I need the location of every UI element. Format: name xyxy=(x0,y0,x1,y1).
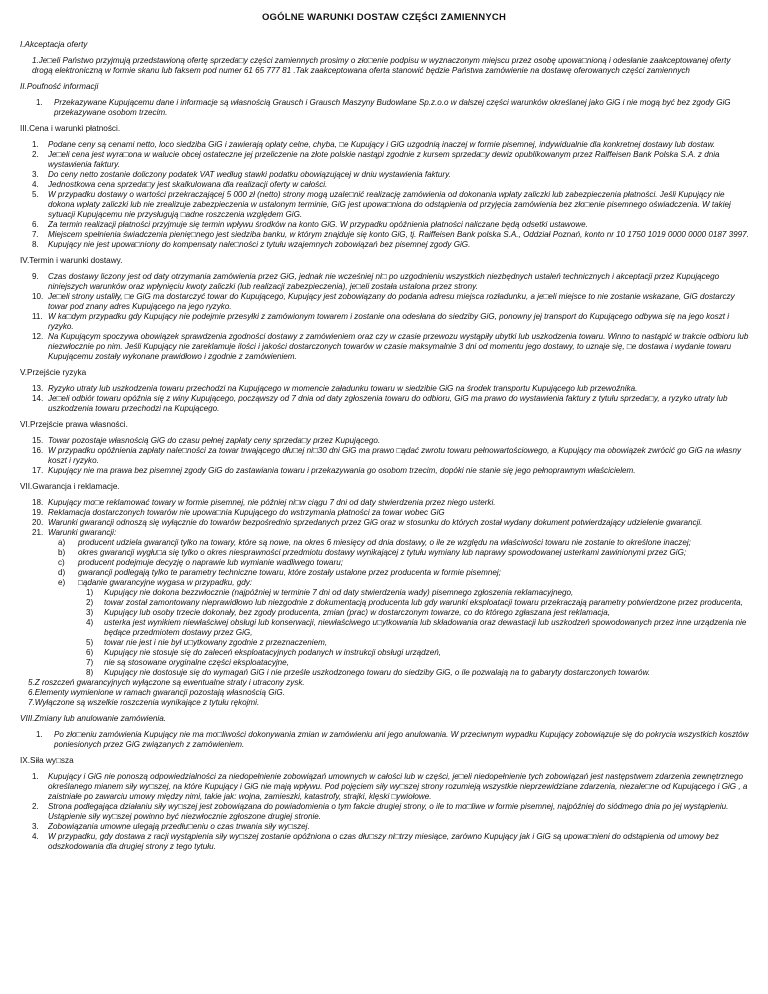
list-item: 8. Kupujący nie jest upowa□niony do kompensaty nale□ności z tytułu wzajemnych zobowiązań bez pisemnej zgody GiG. xyxy=(32,240,471,249)
sub-list-item: e) □ądanie gwarancyjne wygasa w przypadku, gdy: xyxy=(58,578,253,587)
list-item: 6. Za termin realizacji płatności przyjmuje się termin wpływu środków na konto GiG. W przypadku opóźnienia płatności naliczane będą odsetki ustawowe. xyxy=(32,220,588,229)
list-item: 1. Kupujący i GiG nie ponoszą odpowiedzialności za niedopełnienie zobowiązań umownych w całości lub w części, je□eli niedopełnienie tych zobowiązań jest następstwem zdarzenia zewnętrznego określanego mianem siły wy□szej, na które Kupujący i GiG nie mają wpływu. Pod pojęciem siły wy□szej strony rozumieją wszystkie nieprzewidziane zdarzenia, niezale□ne od Kupującego i GiG , a zaistniałe po zawarciu umowy między nimi, takie jak: wojna, zamieszki, katastrofy, strajki, klęski □ywiołowe. xyxy=(32,772,748,801)
list-item: 3. Zobowiązania umowne ulegają przedłu□eniu o czas trwania siły wy□szej. xyxy=(32,822,310,831)
list-item: 4. Jednostkowa cena sprzeda□y jest skalkulowana dla realizacji oferty w całości. xyxy=(32,180,328,189)
list-item: 1. Po zło□eniu zamówienia Kupujący nie ma mo□liwości dokonywania zmian w zamówieniu ani jego anulowania. W przeciwnym wypadku Kupujący zobowiązuje się do pokrycia wszystkich kosztów poniesionych przez GiG związanych z zamówieniem. xyxy=(36,730,749,749)
list-item: 9. Czas dostawy liczony jest od daty otrzymania zamówienia przez GiG, jednak nie wcześniej ni□ po uzgodnieniu wszystkich niezbędnych ustaleń technicznych i akceptacji przez Kupującego niniejszych warunków oraz wpłynięciu kwoty zaliczki (lub realizacji zabezpieczenia), je□eli została ustalona przez strony. xyxy=(32,272,720,291)
list-item: 13. Ryzyko utraty lub uszkodzenia towaru przechodzi na Kupującego w momencie załadunku towaru w siedzibie GiG na środek transportu Kupującego lub przewoźnika. xyxy=(32,384,638,393)
section-title: VII.Gwarancja i reklamacje. xyxy=(20,482,120,491)
nested-list-item: 8) Kupujący nie dostosuje się do wymagań GiG i nie prześle uszkodzonego towaru do siedziby GiG, o ile pozwalają na to gabaryty dostarczonych towarów. xyxy=(86,668,651,677)
section-price-payment xyxy=(20,124,750,250)
list-item: 20. Warunki gwarancji odnoszą się wyłącznie do towarów bezpośrednio sprzedanych przez GiG oraz w stosunku do których został wydany dokument potwierdzający udzielenie gwarancji. xyxy=(32,518,703,527)
nested-list-item: 5) towar nie jest i nie był u□ytkowany zgodnie z przeznaczeniem, xyxy=(86,638,328,647)
sub-list-item: b) okres gwarancji wygłu□a się tylko o okres niesprawności przedmiotu dostawy wynikającej z tytułu wymiany lub naprawy spowodowanej usterkami zawinionymi przez GiG; xyxy=(58,548,687,557)
nested-list-item: 4) usterka jest wynikiem niewłaściwej obsługi lub konserwacji, niewłaściwego u□ytkowania lub składowania oraz dewastacji lub uszkodzeń spowodowanych przez inne urządzenia nie będące przedmiotem dostawy przez GiG, xyxy=(86,618,747,637)
list-item: 10. Je□eli strony ustaliły, □e GiG ma dostarczyć towar do Kupującego, Kupujący jest zobowiązany do podania adresu miejsca rozładunku, a je□eli miejsce to nie zostanie wskazane, GiG dostarczy towar pod znany adres Kupującego na jego ryzyko. xyxy=(32,292,735,311)
section-title: VI.Przejście prawa własności. xyxy=(20,420,128,429)
list-item: 18. Kupujący mo□e reklamować towary w formie pisemnej, nie później ni□w ciągu 7 dni od daty stwierdzenia przez niego usterki. xyxy=(32,498,496,507)
sub-list-item: a) producent udziela gwarancji tylko na towary, które są nowe, na okres 6 miesięcy od dnia dostawy, o ile ze względu na właściwości towaru nie zostanie to określone inaczej; xyxy=(58,538,691,547)
document-title: OGÓLNE WARUNKI DOSTAW CZĘŚCI ZAMIENNYCH xyxy=(261,12,507,23)
paragraph: 5.Z roszczeń gwarancyjnych wyłączone są ewentualne straty i utracony zysk. xyxy=(28,678,305,687)
section-title: V.Przejście ryzyka xyxy=(20,368,87,377)
list-item: 7. Miejscem spełnienia świadczenia pienię□nego jest siedziba banku, w którym znajduje się konto GiG, tj. Raiffeisen Bank polska S.A., Oddział Poznań, konto nr 10 1750 1019 0000 0000 0187 3997. xyxy=(32,230,749,239)
list-item: 3. Do ceny netto zostanie doliczony podatek VAT według stawki podatku obowiązującej w dniu wystawienia faktury. xyxy=(32,170,451,179)
section-delivery xyxy=(20,256,750,362)
section-ownership xyxy=(20,420,750,476)
list-item: 4. W przypadku, gdy dostawa z racji wystąpienia siły wy□szej zostanie opóźniona o czas dłu□szy ni□trzy miesiące, zarówno Kupujący jak i GiG są upowa□nieni do odstąpienia od umowy bez odszkodowania dla drugiej strony z tego tytułu. xyxy=(32,832,719,851)
list-item: 21. Warunki gwarancji: xyxy=(32,528,117,537)
list-item: 5. W przypadku dostawy o wartości przekraczającej 5 000 zł (netto) strony mogą uzale□nić realizację zamówienia od dokonania wpłaty zaliczki lub zabezpieczenia płatności. Jeśli Kupujący nie dokona wpłaty zaliczki lub nie zrealizuje zabezpieczenia w ustalonym terminie, GiG jest upowa□niona do odstąpienia od przyjęcia zamówienia bez zło□enie pisemnego oświadczenia. W takiej sytuacji Kupującemu nie przysługują □adne roszczenia względem GiG. xyxy=(32,190,731,219)
list-item: 2. Strona podlegająca działaniu siły wy□szej jest zobowiązana do powiadomienia o tym fakcie drugiej strony, o ile to mo□liwe w formie pisemnej, najpóźniej do siódmego dnia po jej wystąpieniu. Ustąpienie siły wy□szej powinno być niezwłocznie zgłoszone drugiej stronie. xyxy=(32,802,729,821)
list-item: 14. Je□eli odbiór towaru opóźnia się z winy Kupującego, począwszy od 7 dnia od daty zgłoszenia towaru do odbioru, GiG ma prawo do wystawienia faktury z tytułu sprzeda□y, a ryzyko utraty lub uszkodzenia towaru przechodzi na Kupującego. xyxy=(32,394,728,413)
list-item: 1. Przekazywane Kupującemu dane i informacje są własnością Grausch i Grausch Maszyny Budowlane Sp.z.o.o w dalszej części warunków określanej jako GiG i nie mogą być bez zgody GiG przekazywane osobom trzecim. xyxy=(36,98,731,117)
nested-list-item: 2) towar został zamontowany nieprawidłowo lub niezgodnie z dokumentacją producenta lub gdy warunki eksploatacji towaru przekraczają parametry potwierdzone przez producenta, xyxy=(86,598,743,607)
section-confidentiality xyxy=(20,82,750,118)
section-warranty xyxy=(20,482,750,708)
section-order-changes xyxy=(20,714,750,750)
paragraph: 7.Wyłączone są wszelkie roszczenia wynikające z tytułu rękojmi. xyxy=(28,698,260,707)
nested-list-item: 3) Kupujący lub osoby trzecie dokonały, bez zgody producenta, zmian (prac) w dostarczonym towarze, co do którego zgłaszana jest reklamacja, xyxy=(86,608,610,617)
nested-list-item: 1) Kupujący nie dokona bezzwłocznie (najpóźniej w terminie 7 dni od daty stwierdzenia wady) pisemnego zgłoszenia reklamacyjnego, xyxy=(86,588,574,597)
section-title: IX.Siła wy□sza xyxy=(20,756,74,765)
document-body xyxy=(20,40,750,858)
section-title: III.Cena i warunki płatności. xyxy=(20,124,121,133)
section-force-majeure xyxy=(20,756,750,852)
sub-list-item: d) gwarancji podlegają tylko te parametry techniczne towaru, które zostały ustalone przez producenta w formie pisemnej; xyxy=(58,568,501,577)
section-title: I.Akceptacja oferty xyxy=(20,40,88,49)
list-item: 12. Na Kupującym spoczywa obowiązek sprawdzenia zgodności dostawy z zamówieniem oraz czy w czasie przewozu wystąpiły ubytki lub uszkodzenia towaru. Winno to nastąpić w trakcie odbioru lub niezwłocznie po nim. Jeśli Kupujący nie zareklamuje ilości i jakości dostarczonych towarów w czasie maksymalnie 3 dni od momentu jego dostawy, to uznaje się, □e dostawa i wydanie towaru Kupującemu zostały wykonane prawidłowo i zgodnie z zamówieniem. xyxy=(32,332,749,361)
list-item: 2. Je□eli cena jest wyra□ona w walucie obcej ostateczne jej przeliczenie na złote polskie nastąpi zgodnie z kursem sprzeda□y dewiz opublikowanym przez Raiffeisen Bank Polska S.A. z dnia wystawienia faktury. xyxy=(32,150,720,169)
sub-list-item: c) producent podejmuje decyzję o naprawie lub wymianie wadliwego towaru; xyxy=(58,558,343,567)
list-item: 19. Reklamacja dostarczonych towarów nie upowa□nia Kupującego do wstrzymania płatności za towar wobec GiG xyxy=(32,508,445,517)
list-item: 17. Kupujący nie ma prawa bez pisemnej zgody GiG do zastawiania towaru i przekazywania go osobom trzecim, dopóki nie stanie się jego pełnoprawnym właścicielem. xyxy=(32,466,636,475)
paragraph: 1.Je□eli Państwo przyjmują przedstawioną ofertę sprzeda□y części zamiennych prosimy o zło□enie podpisu w wyznaczonym miejscu przez osobę upowa□nioną i odesłanie zaakceptowanej oferty drogą elektroniczną w formie skanu lub faksem pod numer 61 65 777 81 .Tak zaakceptowana oferta stanowić będzie Państwa zamówienie na dostawę oferowanych części zamiennych xyxy=(32,56,731,75)
paragraph: 6.Elementy wymienione w ramach gwarancji pozostają własnością GiG. xyxy=(28,688,285,697)
list-item: 1. Podane ceny są cenami netto, loco siedziba GiG i zawierają opłaty celne, chyba, □e Kupujący i GiG uzgodnią inaczej w formie pisemnej, indywidualnie dla konkretnej dostawy lub dostaw. xyxy=(32,140,716,149)
nested-list-item: 6) Kupujący nie stosuje się do zaleceń eksploatacyjnych podanych w instrukcji obsługi urządzeń, xyxy=(86,648,441,657)
list-item: 15. Towar pozostaje własnością GiG do czasu pełnej zapłaty ceny sprzeda□y przez Kupującego. xyxy=(32,436,381,445)
nested-list-item: 7) nie są stosowane oryginalne części eksploatacyjne, xyxy=(86,658,289,667)
section-risk-transfer xyxy=(20,368,750,414)
list-item: 11. W ka□dym przypadku gdy Kupujący nie podejmie przesyłki z zamówionym towarem i zostanie ona odesłana do siedziby GiG, ponowny jej transport do Kupującego odbywa się na jego koszt i ryzyko. xyxy=(32,312,730,331)
section-acceptance xyxy=(20,40,750,76)
section-title: IV.Termin i warunki dostawy. xyxy=(20,256,123,265)
list-item: 16. W przypadku opóźnienia zapłaty nale□ności za towar trwającego dłu□ej ni□30 dni GiG ma prawo □ądać zwrotu towaru pełnowartościowego, a Kupujący ma obowiązek zwrócić go GiG na własny koszt i ryzyko. xyxy=(32,446,742,465)
section-title: VIII.Zmiany lub anulowanie zamówienia. xyxy=(20,714,167,723)
section-title: II.Poufność informacji xyxy=(20,82,99,91)
